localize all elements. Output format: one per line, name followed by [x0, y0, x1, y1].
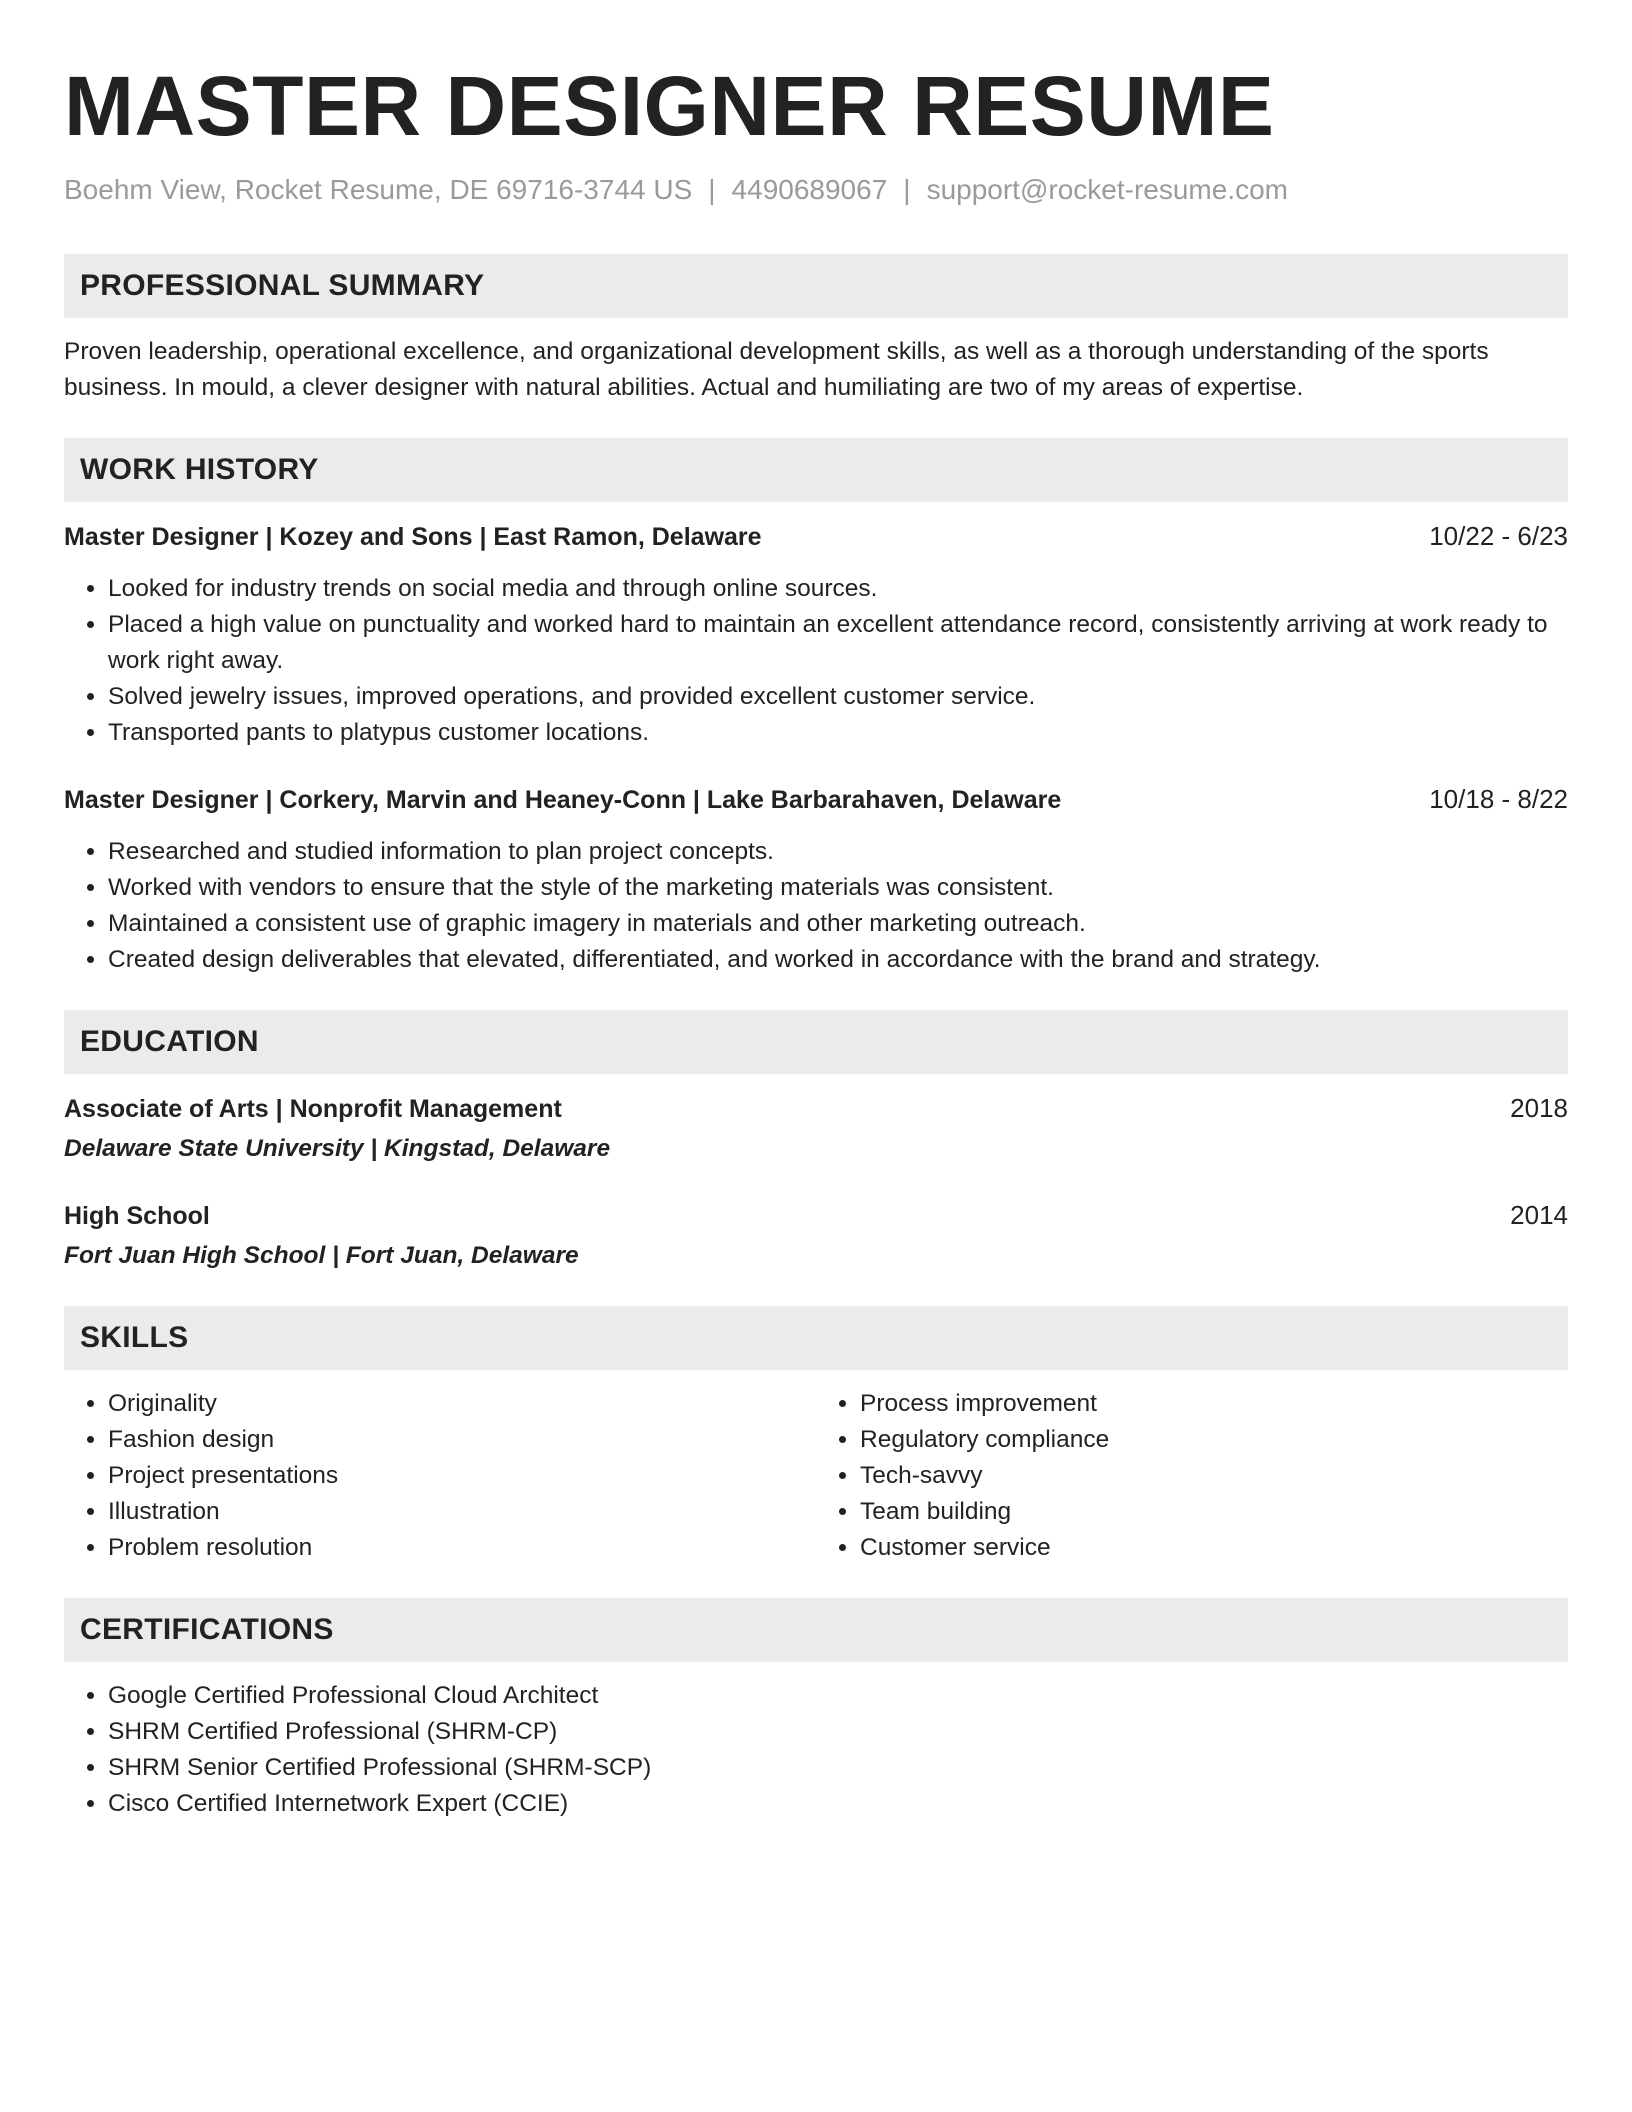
- job-bullet: • Researched and studied information to plan project concepts.: [108, 834, 1568, 870]
- skill-item: • Team building: [860, 1494, 1568, 1530]
- section-heading-skills: SKILLS: [64, 1306, 1568, 1370]
- job-bullets: [64, 571, 1568, 751]
- job-entry: [64, 781, 1568, 978]
- skills-grid: [64, 1386, 1568, 1566]
- education-entry: [64, 1197, 1568, 1274]
- skill-item: • Illustration: [108, 1494, 816, 1530]
- contact-separator: |: [708, 174, 716, 205]
- job-bullet: • Placed a high value on punctuality and worked hard to maintain an excellent attendance record, consistently arriving at work ready to work right away.: [108, 607, 1568, 679]
- certification-item: • Cisco Certified Internetwork Expert (CCIE): [108, 1786, 1568, 1822]
- contact-address: Boehm View, Rocket Resume, DE 69716-3744 US: [64, 174, 693, 205]
- section-heading-certifications: CERTIFICATIONS: [64, 1598, 1568, 1662]
- education-header: [64, 1197, 1568, 1234]
- job-bullet: • Created design deliverables that elevated, differentiated, and worked in accordance with the brand and strategy.: [108, 942, 1568, 978]
- contact-email: support@rocket-resume.com: [926, 174, 1288, 205]
- summary-text: Proven leadership, operational excellence, and organizational development skills, as well as a thorough understanding of the sports business. In mould, a clever designer with natural abilities. Actual and humiliating are two of my areas of expertise.: [64, 338, 1489, 401]
- job-bullet: • Worked with vendors to ensure that the style of the marketing materials was consistent.: [108, 870, 1568, 906]
- job-title: Master Designer | Kozey and Sons | East Ramon, Delaware: [64, 523, 762, 551]
- job-bullet: • Solved jewelry issues, improved operations, and provided excellent customer service.: [108, 679, 1568, 715]
- skill-item: • Originality: [108, 1386, 816, 1422]
- education-entry: [64, 1090, 1568, 1167]
- skills-column-left: [64, 1386, 816, 1566]
- skill-item: • Project presentations: [108, 1458, 816, 1494]
- contact-separator: |: [903, 174, 911, 205]
- education-header: [64, 1090, 1568, 1127]
- skill-item: • Tech-savvy: [860, 1458, 1568, 1494]
- job-title: Master Designer | Corkery, Marvin and Heaney-Conn | Lake Barbarahaven, Delaware: [64, 786, 1062, 814]
- job-dates: 10/22 - 6/23: [1429, 521, 1568, 551]
- job-header: [64, 518, 1568, 555]
- certification-item: • SHRM Certified Professional (SHRM-CP): [108, 1714, 1568, 1750]
- skill-item: • Fashion design: [108, 1422, 816, 1458]
- section-heading-education: EDUCATION: [64, 1010, 1568, 1074]
- contact-phone: 4490689067: [731, 174, 888, 205]
- skill-item: • Regulatory compliance: [860, 1422, 1568, 1458]
- job-dates: 10/18 - 8/22: [1429, 784, 1568, 814]
- education-year: 2014: [1510, 1200, 1568, 1230]
- skills-column-right: [816, 1386, 1568, 1566]
- education-year: 2018: [1510, 1093, 1568, 1123]
- contact-line: [64, 172, 1568, 208]
- job-bullet: • Looked for industry trends on social media and through online sources.: [108, 571, 1568, 607]
- section-heading-work-history: WORK HISTORY: [64, 438, 1568, 502]
- job-entry: [64, 518, 1568, 751]
- education-school: Delaware State University | Kingstad, Delaware: [64, 1135, 611, 1162]
- certification-item: • Google Certified Professional Cloud Architect: [108, 1678, 1568, 1714]
- section-heading-summary: PROFESSIONAL SUMMARY: [64, 254, 1568, 318]
- job-bullet: • Maintained a consistent use of graphic imagery in materials and other marketing outreach.: [108, 906, 1568, 942]
- skill-item: • Process improvement: [860, 1386, 1568, 1422]
- certifications-list: [64, 1678, 1568, 1822]
- skill-item: • Problem resolution: [108, 1530, 816, 1566]
- education-degree: High School: [64, 1202, 210, 1230]
- education-degree: Associate of Arts | Nonprofit Management: [64, 1095, 562, 1123]
- job-bullets: [64, 834, 1568, 978]
- job-bullet: • Transported pants to platypus customer locations.: [108, 715, 1568, 751]
- education-school: Fort Juan High School | Fort Juan, Delaware: [64, 1242, 579, 1269]
- skill-item: • Customer service: [860, 1530, 1568, 1566]
- certification-item: • SHRM Senior Certified Professional (SHRM-SCP): [108, 1750, 1568, 1786]
- resume-title: MASTER DESIGNER RESUME: [64, 59, 1275, 153]
- job-header: [64, 781, 1568, 818]
